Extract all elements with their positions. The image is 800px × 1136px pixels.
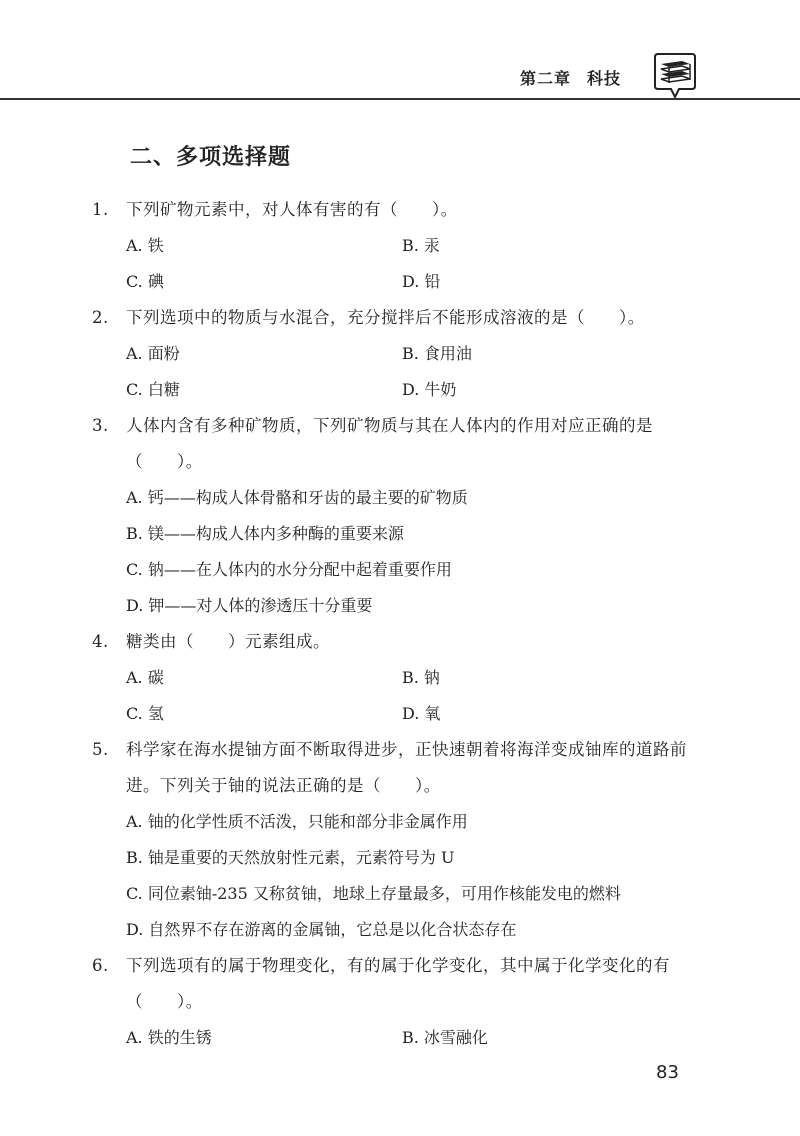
option-a: A. 铁 xyxy=(126,236,164,255)
question-stem: 下列选项有的属于物理变化，有的属于化学变化，其中属于化学变化的有（ ）。 xyxy=(126,956,670,1011)
question-stem: 糖类由（ ）元素组成。 xyxy=(126,632,330,651)
option-d: D. 自然界不存在游离的金属铀，它总是以化合状态存在 xyxy=(126,920,517,939)
question-3 xyxy=(0,408,800,624)
subject-label: 科技 xyxy=(587,69,622,88)
question-6 xyxy=(0,948,800,1056)
option-b: B. 铀是重要的天然放射性元素，元素符号为 U xyxy=(126,848,455,867)
question-stem: 人体内含有多种矿物质，下列矿物质与其在人体内的作用对应正确的是（ ）。 xyxy=(126,416,653,471)
option-c: C. 碘 xyxy=(126,272,164,291)
option-a: A. 面粉 xyxy=(126,344,180,363)
option-d: D. 牛奶 xyxy=(402,380,457,399)
question-number: 1. xyxy=(92,200,109,219)
option-a: A. 碳 xyxy=(126,668,164,687)
option-b: B. 食用油 xyxy=(402,344,472,363)
option-a: A. 铁的生锈 xyxy=(126,1028,212,1047)
header-divider xyxy=(0,98,800,100)
chapter-label: 第二章 xyxy=(520,69,572,88)
option-c: C. 白糖 xyxy=(126,380,180,399)
question-number: 6. xyxy=(92,956,109,975)
book-stack-icon xyxy=(652,50,698,102)
question-1 xyxy=(0,192,800,300)
option-d: D. 铅 xyxy=(402,272,441,291)
option-a: A. 铀的化学性质不活泼，只能和部分非金属作用 xyxy=(126,812,468,831)
question-stem: 下列选项中的物质与水混合，充分搅拌后不能形成溶液的是（ ）。 xyxy=(126,308,645,327)
option-a: A. 钙——构成人体骨骼和牙齿的最主要的矿物质 xyxy=(126,488,468,507)
question-number: 4. xyxy=(92,632,109,651)
option-c: C. 氢 xyxy=(126,704,164,723)
question-list xyxy=(0,192,800,1056)
option-d: D. 氧 xyxy=(402,704,441,723)
option-b: B. 钠 xyxy=(402,668,440,687)
option-c: C. 钠——在人体内的水分分配中起着重要作用 xyxy=(126,560,452,579)
page-number: 83 xyxy=(656,1062,679,1083)
question-number: 5. xyxy=(92,740,109,759)
question-4 xyxy=(0,624,800,732)
option-b: B. 冰雪融化 xyxy=(402,1028,488,1047)
option-c: C. 同位素铀-235 又称贫铀，地球上存量最多，可用作核能发电的燃料 xyxy=(126,884,621,903)
option-b: B. 汞 xyxy=(402,236,440,255)
option-d: D. 钾——对人体的渗透压十分重要 xyxy=(126,596,373,615)
question-2 xyxy=(0,300,800,408)
question-number: 3. xyxy=(92,416,109,435)
section-title: 二、多项选择题 xyxy=(130,145,292,170)
question-stem: 科学家在海水提铀方面不断取得进步，正快速朝着将海洋变成铀库的道路前进。下列关于铀的说法正确的是（ ）。 xyxy=(126,740,687,795)
running-header xyxy=(520,66,621,89)
question-stem: 下列矿物元素中，对人体有害的有（ ）。 xyxy=(126,200,458,219)
question-number: 2. xyxy=(92,308,109,327)
option-b: B. 镁——构成人体内多种酶的重要来源 xyxy=(126,524,404,543)
question-5 xyxy=(0,732,800,948)
